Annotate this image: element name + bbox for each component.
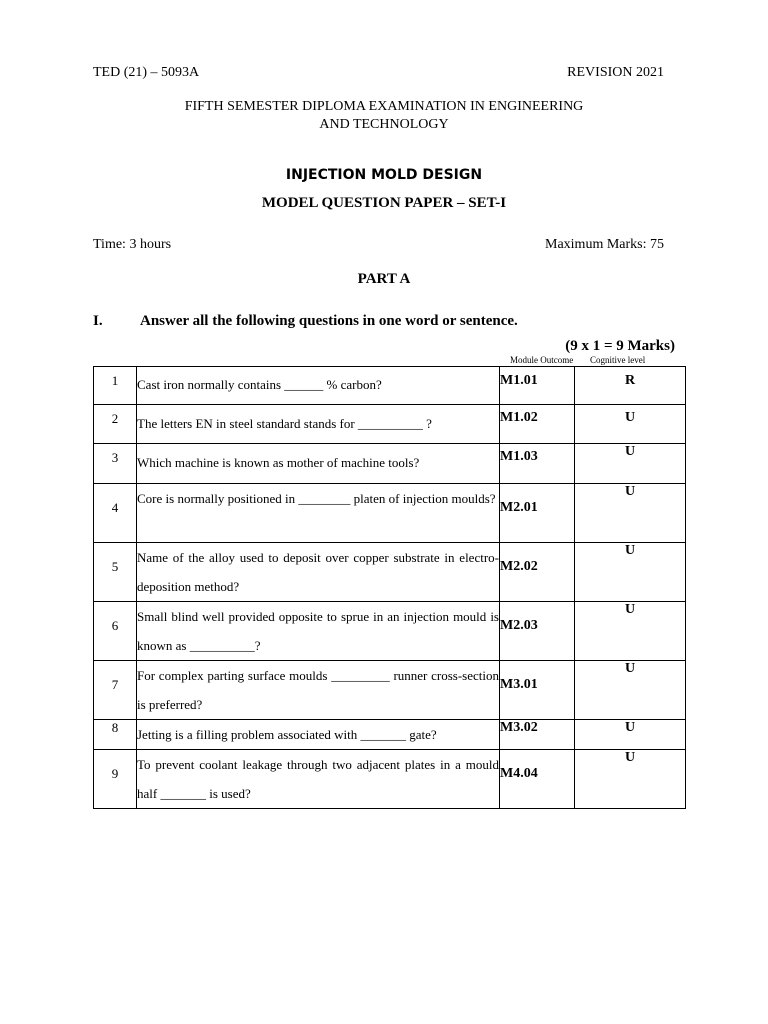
part-heading: PART A — [357, 271, 411, 287]
question-text: Which machine is known as mother of machine tools? — [137, 444, 500, 484]
question-number: 2 — [111, 411, 119, 426]
question-number: 3 — [111, 450, 119, 465]
revision: REVISION 2021 — [567, 65, 664, 80]
question-number-cell — [94, 484, 137, 543]
table-row — [94, 484, 686, 543]
module-outcome-cell — [500, 602, 575, 661]
question-number: 5 — [111, 559, 119, 574]
question-number-cell — [94, 602, 137, 661]
question-number-cell — [94, 444, 137, 484]
module-outcome: M4.04 — [500, 766, 538, 781]
question-text: Cast iron normally contains ______ % carbon? — [137, 367, 500, 405]
cognitive-level-cell — [575, 720, 686, 750]
table-row — [94, 405, 686, 444]
table-row — [94, 543, 686, 602]
question-number-cell — [94, 750, 137, 809]
question-text: Jetting is a filling problem associated with _______ gate? — [137, 720, 500, 750]
question-text: Core is normally positioned in ________ platen of injection moulds? — [137, 484, 500, 543]
question-number-cell — [94, 720, 137, 750]
cognitive-level-cell — [575, 661, 686, 720]
question-number: 6 — [111, 618, 119, 633]
module-outcome: M2.03 — [500, 618, 538, 633]
cognitive-level-cell — [575, 750, 686, 809]
cognitive-level-cell — [575, 602, 686, 661]
section-instruction: Answer all the following questions in one word or sentence. — [140, 313, 518, 329]
module-outcome-cell — [500, 367, 575, 405]
cognitive-level: U — [624, 602, 636, 617]
cognitive-level: U — [624, 410, 636, 425]
question-text: To prevent coolant leakage through two adjacent plates in a mould half _______ is used? — [137, 750, 500, 809]
module-outcome: M1.02 — [500, 410, 538, 425]
subject-title: INJECTION MOLD DESIGN — [285, 167, 483, 183]
cognitive-level-cell — [575, 405, 686, 444]
cognitive-level-cell — [575, 367, 686, 405]
table-row — [94, 444, 686, 484]
module-outcome: M1.03 — [500, 449, 538, 464]
question-number: 7 — [111, 677, 119, 692]
module-outcome: M2.01 — [500, 500, 538, 515]
module-outcome-cell — [500, 543, 575, 602]
module-outcome: M2.02 — [500, 559, 538, 574]
question-text: The letters EN in steel standard stands for __________ ? — [137, 405, 500, 444]
exam-title-line1: FIFTH SEMESTER DIPLOMA EXAMINATION IN ENGINEERING — [184, 99, 584, 114]
question-number-cell — [94, 661, 137, 720]
table-row — [94, 720, 686, 750]
questions-table — [93, 366, 686, 809]
cognitive-level: U — [624, 444, 636, 459]
module-outcome-cell — [500, 661, 575, 720]
module-outcome-cell — [500, 484, 575, 543]
cognitive-level: U — [624, 661, 636, 676]
cognitive-level-cell — [575, 484, 686, 543]
cognitive-level-cell — [575, 444, 686, 484]
paper-title: MODEL QUESTION PAPER – SET-I — [261, 195, 507, 211]
question-number-cell — [94, 367, 137, 405]
module-outcome-cell — [500, 750, 575, 809]
section-number: I. — [93, 313, 103, 329]
module-outcome: M3.01 — [500, 677, 538, 692]
question-number: 9 — [111, 766, 119, 781]
exam-time: Time: 3 hours — [93, 237, 172, 252]
module-outcome-cell — [500, 444, 575, 484]
exam-title-line2: AND TECHNOLOGY — [319, 117, 449, 132]
paper-code: TED (21) – 5093A — [93, 65, 200, 80]
table-row — [94, 367, 686, 405]
maximum-marks: Maximum Marks: 75 — [545, 237, 664, 252]
column-header-cognitive-level: Cognitive level — [590, 355, 646, 365]
questions-table-body — [94, 367, 686, 809]
table-row — [94, 750, 686, 809]
question-text: Small blind well provided opposite to sprue in an injection mould is known as __________? — [137, 602, 500, 661]
section-marks: (9 x 1 = 9 Marks) — [565, 338, 675, 354]
question-text: For complex parting surface moulds _________ runner cross-section is preferred? — [137, 661, 500, 720]
cognitive-level: R — [624, 373, 636, 388]
cognitive-level: U — [624, 750, 636, 765]
question-number: 1 — [111, 373, 119, 388]
question-number-cell — [94, 543, 137, 602]
cognitive-level: U — [624, 484, 636, 499]
cognitive-level: U — [624, 720, 636, 735]
question-number: 4 — [111, 500, 119, 515]
module-outcome-cell — [500, 405, 575, 444]
question-text: Name of the alloy used to deposit over copper substrate in electro-deposition method? — [137, 543, 500, 602]
module-outcome: M1.01 — [500, 373, 538, 388]
column-header-module-outcome: Module Outcome — [510, 355, 574, 365]
question-number: 8 — [111, 720, 119, 735]
table-row — [94, 661, 686, 720]
question-number-cell — [94, 405, 137, 444]
cognitive-level: U — [624, 543, 636, 558]
module-outcome-cell — [500, 720, 575, 750]
cognitive-level-cell — [575, 543, 686, 602]
table-row — [94, 602, 686, 661]
module-outcome: M3.02 — [500, 720, 538, 735]
